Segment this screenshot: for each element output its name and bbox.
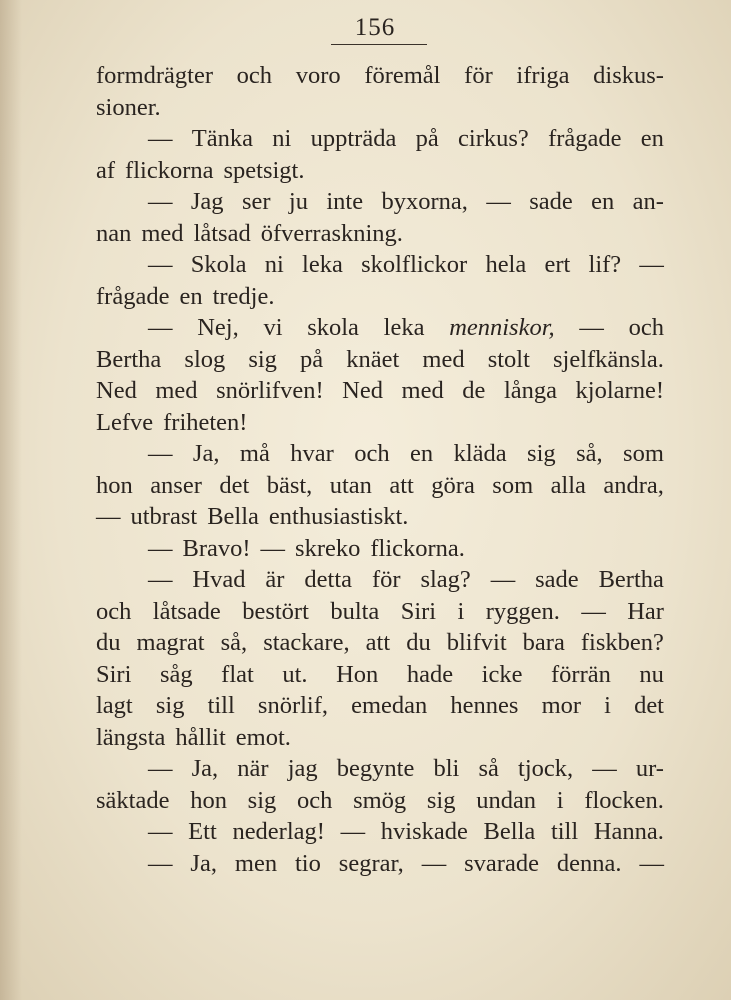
word: an-: [632, 188, 664, 215]
word: af: [96, 156, 116, 184]
word: göra: [431, 471, 475, 499]
word: fiskben?: [580, 629, 664, 656]
word: ni: [264, 251, 284, 278]
text-line: [96, 659, 664, 691]
word: emot.: [235, 723, 291, 751]
word: slog: [184, 345, 226, 373]
word: denna.: [556, 849, 622, 877]
word: sig: [155, 692, 185, 719]
text-line: [96, 753, 664, 785]
word: stackare,: [263, 629, 350, 656]
text-line: [96, 344, 664, 376]
word: uppträda: [310, 125, 397, 152]
word: och: [236, 62, 273, 89]
word: sade: [535, 566, 579, 593]
word: i: [556, 786, 564, 814]
word: icke: [481, 660, 523, 688]
word: ur-: [635, 755, 664, 782]
word: nan: [96, 219, 132, 247]
word: Siri: [400, 597, 437, 625]
word: säktade: [96, 786, 170, 814]
word: må: [239, 440, 270, 467]
word: och: [628, 314, 664, 341]
word: magrat: [136, 629, 205, 656]
word: flocken.: [584, 786, 664, 814]
word: med: [401, 377, 444, 404]
word: sig: [247, 786, 277, 814]
page-number: 156: [354, 14, 396, 41]
word: mor: [541, 692, 582, 719]
word: Bella: [207, 503, 259, 530]
word: —: [148, 534, 173, 562]
word: de: [462, 377, 486, 404]
word: men: [234, 849, 278, 877]
word: Nej,: [197, 314, 239, 341]
word: flickorna: [125, 156, 214, 184]
text-line: [96, 155, 664, 187]
word: till: [550, 818, 579, 845]
word: —: [148, 440, 173, 467]
word: med: [422, 345, 465, 373]
word: hållit: [175, 723, 226, 751]
word: emedan: [351, 692, 428, 719]
text-line: [96, 690, 664, 722]
text-line: [96, 533, 664, 565]
word: Ja,: [192, 440, 220, 467]
word: —: [96, 503, 121, 530]
text-line: [96, 186, 664, 218]
word: —: [148, 188, 173, 215]
text-line: [96, 218, 664, 250]
word: Bella: [483, 818, 536, 845]
word: det: [634, 692, 664, 719]
word: bara: [522, 629, 565, 656]
word: ni: [272, 125, 292, 152]
text-line: [96, 785, 664, 817]
word: detta: [304, 566, 353, 593]
word: en: [640, 125, 664, 152]
word: på: [300, 345, 324, 373]
word: Hvad: [192, 566, 246, 593]
word: en: [410, 440, 434, 467]
word: hvar: [290, 440, 334, 467]
text-line: [96, 312, 664, 344]
word: är: [265, 566, 285, 593]
word: smög: [353, 786, 407, 814]
word: ju: [288, 188, 308, 215]
word: du: [406, 629, 431, 656]
word: föremål: [364, 62, 441, 89]
word: —: [148, 849, 173, 877]
word: sade: [529, 188, 573, 215]
word: skola: [307, 314, 359, 341]
text-line: [96, 722, 664, 754]
word: —: [148, 251, 173, 278]
word: ser: [241, 188, 271, 215]
word: —: [148, 818, 173, 845]
word: —: [148, 314, 173, 341]
word: spetsigt.: [223, 156, 305, 184]
word: Bravo!: [182, 534, 251, 562]
word: nederlag!: [232, 818, 325, 845]
word: segrar,: [338, 849, 404, 877]
word: det: [219, 471, 250, 499]
word: byxorna,: [381, 188, 468, 215]
word: —: [486, 188, 511, 215]
text-line: [96, 501, 664, 533]
word: hennes: [450, 692, 519, 719]
word: anser: [150, 471, 202, 499]
word: vi: [263, 314, 283, 341]
word: Bertha: [96, 345, 162, 373]
word: öfverraskning.: [260, 219, 403, 247]
word: i: [457, 597, 465, 625]
word: bestört: [242, 597, 309, 625]
word: tio: [295, 849, 321, 877]
word: låtsade: [152, 597, 221, 625]
word: låtsad: [193, 219, 251, 247]
word: ryggen.: [485, 597, 560, 625]
word: lif?: [588, 251, 622, 278]
word: och: [296, 786, 333, 814]
text-line: [96, 249, 664, 281]
word: Ja,: [190, 849, 217, 877]
word: Bertha: [598, 566, 664, 593]
text-line: [96, 470, 664, 502]
word: en: [591, 188, 615, 215]
word: ert: [544, 251, 571, 278]
word: leka: [383, 314, 425, 341]
word: slag?: [420, 566, 471, 593]
word: voro: [295, 62, 341, 89]
word: frågade: [548, 125, 622, 152]
word: Tänka: [191, 125, 253, 152]
word: sig: [248, 345, 277, 373]
word: som: [623, 440, 664, 467]
word: i: [604, 692, 611, 719]
word: menniskor,: [449, 314, 555, 341]
text-line: [96, 60, 664, 92]
word: längsta: [96, 723, 166, 751]
word: att: [389, 471, 414, 499]
word: begynte: [336, 755, 415, 782]
word: sig: [527, 440, 556, 467]
word: utan: [329, 471, 372, 499]
word: såg: [159, 660, 193, 688]
word: en: [179, 282, 203, 310]
word: —: [260, 534, 286, 562]
word: hon: [96, 471, 133, 499]
word: flat: [221, 660, 254, 688]
word: förrän: [551, 660, 611, 688]
word: när: [237, 755, 269, 782]
word: Ned: [342, 377, 383, 404]
word: Hanna.: [593, 818, 664, 845]
word: hade: [406, 660, 454, 688]
word: ut.: [282, 660, 308, 688]
word: så: [478, 755, 499, 782]
word: undan: [476, 786, 537, 814]
word: utbrast: [130, 503, 198, 530]
word: till: [207, 692, 235, 719]
word: för: [371, 566, 401, 593]
word: —: [340, 818, 366, 845]
word: Ett: [188, 818, 217, 845]
header-rule: [331, 44, 427, 45]
word: som: [492, 471, 534, 499]
text-line: [96, 375, 664, 407]
word: diskus-: [593, 62, 664, 89]
text-line: [96, 438, 664, 470]
word: —: [148, 125, 173, 152]
word: inte: [326, 188, 364, 215]
word: cirkus?: [458, 125, 529, 152]
word: långa: [503, 377, 557, 404]
word: kjolarne!: [575, 377, 664, 404]
word: sioner.: [96, 93, 161, 121]
word: —: [639, 849, 664, 877]
word: bli: [433, 755, 460, 782]
text-line: [96, 407, 664, 439]
word: snörlif,: [257, 692, 328, 719]
word: för: [464, 62, 493, 89]
word: med: [141, 219, 184, 247]
word: frågade: [96, 282, 170, 310]
word: ifriga: [516, 62, 570, 89]
word: skolflickor: [361, 251, 468, 278]
word: tjock,: [518, 755, 574, 782]
word: jag: [287, 755, 318, 782]
word: tredje.: [212, 282, 275, 310]
word: Skola: [190, 251, 247, 278]
body-text: [96, 60, 664, 879]
text-line: [96, 627, 664, 659]
word: knäet: [346, 345, 400, 373]
word: blifvit: [446, 629, 507, 656]
text-line: [96, 816, 664, 848]
text-line: [96, 848, 664, 880]
word: alla: [550, 471, 586, 499]
word: att: [365, 629, 391, 656]
word: —: [490, 566, 516, 593]
word: —: [148, 755, 173, 782]
word: —: [421, 849, 447, 877]
word: kläda: [453, 440, 507, 467]
word: Jag: [190, 188, 224, 215]
text-line: [96, 596, 664, 628]
word: —: [592, 755, 617, 782]
word: hviskade: [380, 818, 468, 845]
word: flickorna.: [370, 534, 465, 562]
word: hon: [190, 786, 227, 814]
spine-shadow: [0, 0, 22, 1000]
word: leka: [302, 251, 343, 278]
word: Har: [627, 597, 664, 625]
word: skreko: [295, 534, 361, 562]
text-line: [96, 281, 664, 313]
word: svarade: [464, 849, 539, 877]
word: —: [639, 251, 664, 278]
word: lagt: [96, 692, 133, 719]
word: formdrägter: [96, 62, 213, 89]
word: så,: [220, 629, 248, 656]
word: sig: [426, 786, 456, 814]
word: Ja,: [191, 755, 219, 782]
word: stolt: [487, 345, 530, 373]
word: —: [579, 314, 604, 341]
word: hela: [485, 251, 527, 278]
word: snörlifven!: [216, 377, 324, 404]
word: nu: [639, 660, 664, 688]
word: friheten!: [163, 408, 248, 436]
word: enthusiastiskt.: [268, 503, 409, 530]
word: du: [96, 629, 121, 656]
word: Ned: [96, 377, 137, 404]
word: sjelfkänsla.: [553, 345, 664, 373]
text-line: [96, 92, 664, 124]
word: och: [96, 597, 132, 625]
text-line: [96, 564, 664, 596]
word: och: [354, 440, 390, 467]
word: på: [415, 125, 439, 152]
word: —: [148, 566, 173, 593]
word: så,: [576, 440, 603, 467]
word: —: [581, 597, 606, 625]
word: Siri: [96, 660, 132, 688]
word: bäst,: [266, 471, 313, 499]
word: Lefve: [96, 408, 154, 436]
word: bulta: [330, 597, 380, 625]
word: med: [155, 377, 198, 404]
word: andra,: [603, 471, 664, 499]
text-line: [96, 123, 664, 155]
word: Hon: [336, 660, 379, 688]
